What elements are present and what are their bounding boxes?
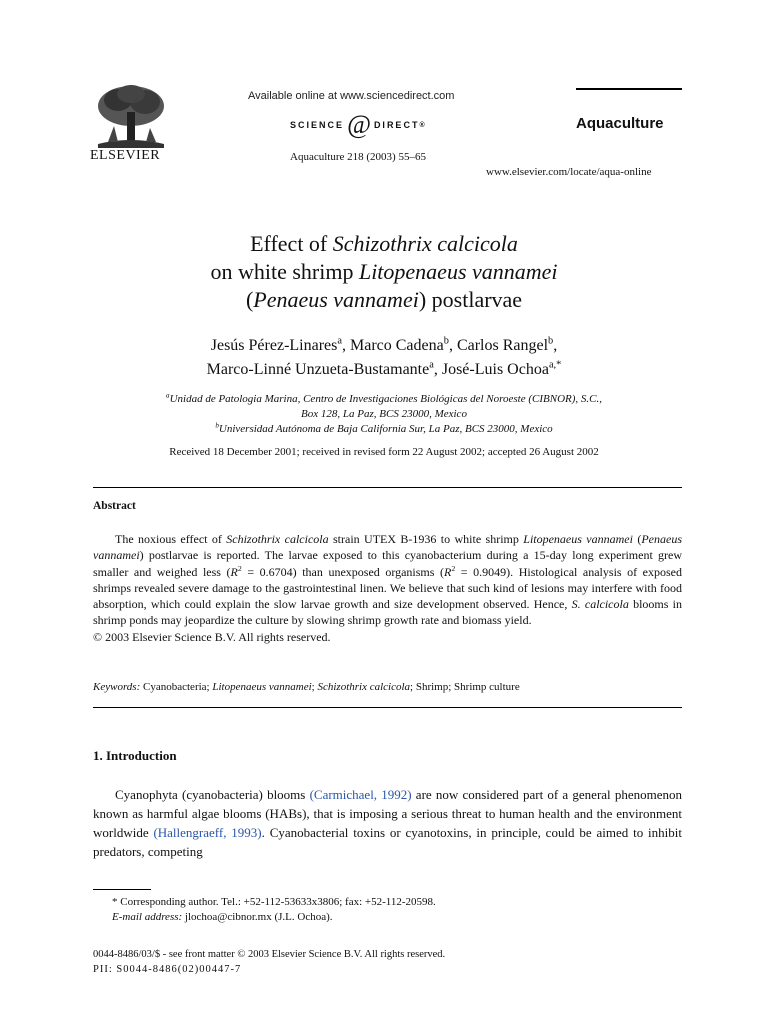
title-line-1: Effect of Schizothrix calcicola <box>250 231 518 256</box>
keywords: Keywords: Cyanobacteria; Litopenaeus vannamei; Schizothrix calcicola; Shrimp; Shrimp culture <box>93 681 520 693</box>
sciencedirect-right: DIRECT <box>373 120 420 130</box>
affiliations: $^a$Unidad de Patologia Marina, Centro de Investigaciones Biológicas del Noroeste (CIBNOR), S.C., Box 128, La Paz, BCS 23000, Mexico $^b$Universidad Autónoma de Baja California Sur, La Paz, BCS 23000, Mexico <box>166 391 602 435</box>
sciencedirect-left: SCIENCE <box>290 120 345 130</box>
title-line-3: (Penaeus vannamei) postlarvae <box>245 287 523 312</box>
abstract-heading: Abstract <box>93 500 136 512</box>
abstract-text: The noxious effect of Schizothrix calcicola strain UTEX B-1936 to white shrimp Litopenaeus vannamei (Penaeus vannamei) postlarvae is reported. The larvae exposed to this cyanobacterium during a 15-day long experiment grew smaller and weighed less $(R^2 = 0.6704)$ than unexposed organisms $(R^2 = 0.9049)$. Histological analysis of exposed shrimps revealed severe damage to the gastrointestinal linen. We believe that such kind of lesions may interfere with food absorption, which could explain the slow larvae growth and size development observed. Hence, S. calcicola blooms in shrimp ponds may jeopardize the culture by slowing shrimp growth rate and biomass yield. © 2003 Elsevier Science B.V. All rights reserved. <box>93 532 682 644</box>
article-title <box>0 230 768 314</box>
corresponding-author-footnote: * Corresponding author. Tel.: +52-112-53633x3806; fax: +52-112-20598. E-mail address: jlochoa@cibnor.mx (J.L. Ochoa). <box>112 896 436 923</box>
sciencedirect-logo <box>290 112 427 138</box>
abstract-copyright: © 2003 Elsevier Science B.V. All rights reserved. <box>93 629 331 644</box>
availability-line[interactable]: Available online at www.sciencedirect.com <box>248 90 455 102</box>
abstract-bottom-rule <box>93 707 682 708</box>
citation-link[interactable]: (Hallengraeff, 1993) <box>153 825 262 840</box>
sciencedirect-mark: ® <box>419 121 427 129</box>
title-line-2: on white shrimp Litopenaeus vannamei <box>210 259 558 284</box>
journal-citation: Aquaculture 218 (2003) 55–65 <box>290 151 426 163</box>
publisher-name: ELSEVIER <box>90 148 161 163</box>
author: José-Luis Ochoa <box>441 361 549 378</box>
journal-rule <box>576 88 682 90</box>
abstract-top-rule <box>93 487 682 488</box>
citation-link[interactable]: (Carmichael, 1992) <box>309 787 412 802</box>
journal-site[interactable]: www.elsevier.com/locate/aqua-online <box>486 166 652 178</box>
author: Jesús Pérez-Linares <box>210 337 338 354</box>
author-list: Jesús Pérez-Linares$^a$, Marco Cadena$^b$, Carlos Rangel$^b$, Marco-Linné Unzueta-Bustamante$^a$, José-Luis Ochoa$^{a,*}$ <box>206 335 562 378</box>
front-matter: 0044-8486/03/$ - see front matter © 2003 Elsevier Science B.V. All rights reserved. PII: S0044-8486(02)00447-7 <box>93 949 446 975</box>
author: Carlos Rangel <box>456 337 549 354</box>
introduction-text: Cyanophyta (cyanobacteria) blooms (Carmichael, 1992) are now considered part of a general phenomenon known as harmful algae blooms (HABs), that is imposing a serious threat to human health and the environment worldwide (Hallengraeff, 1993). Cyanobacterial toxins or cyanotoxins, in principle, could be aimed to inhibit predators, competing <box>93 787 683 859</box>
author: Marco-Linné Unzueta-Bustamante <box>206 361 430 378</box>
section-heading-introduction: 1. Introduction <box>93 748 177 763</box>
received-dates: Received 18 December 2001; received in revised form 22 August 2002; accepted 26 August 2002 <box>169 446 599 458</box>
journal-name: Aquaculture <box>576 115 664 132</box>
at-symbol-icon: @ <box>347 110 371 139</box>
footnote-rule <box>93 889 151 890</box>
author: Marco Cadena <box>350 337 444 354</box>
